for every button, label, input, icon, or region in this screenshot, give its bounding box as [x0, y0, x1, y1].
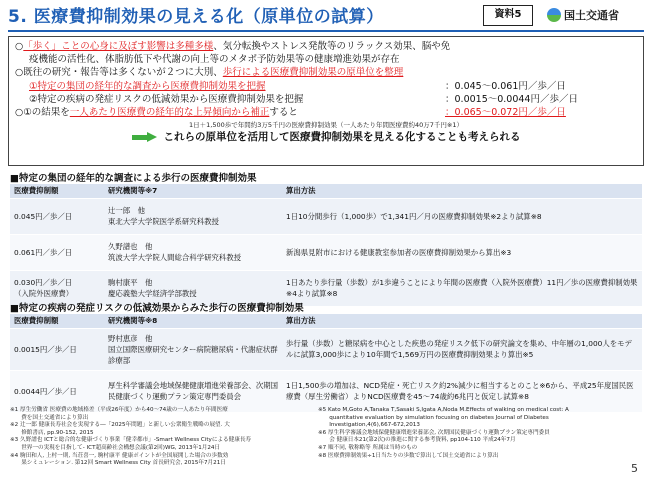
summary-line-1: [15, 40, 637, 53]
section-2-table: [10, 314, 642, 413]
method-1-value: ：0.045～0.061円／歩／日: [445, 80, 566, 92]
amount-cell: 0.045円／歩／日: [10, 198, 104, 234]
references-left: [10, 407, 310, 468]
method-cell: 1日1,500歩の増加は、NCD発症・死亡リスク約2%減少に相当するとのこと※6から、平成25年度国民医療費（厚生労働省）よりNCD医療費を45〜74歳約6兆円と仮定し試算※8: [282, 370, 642, 412]
amount-cell: 0.061円／歩／日: [10, 234, 104, 270]
reference-line: 世界一の実現を目指して- ICT超高齢社会構想会議(第2回)WG, 2013年1月24日: [10, 444, 221, 451]
section-1-heading: ■特定の集団の経年的な調査による歩行の医療費抑制効果: [10, 173, 257, 184]
col-method: 算出方法: [282, 184, 642, 198]
reference-line: ※3 久野譜也 ICTと総合的な健康づくり事業「健幸都市」-Smart Wellness Cityによる健康長寿: [10, 437, 252, 444]
reference-line: ※5 Kato M,Goto A,Tanaka T,Sasaki S,Igata A,Noda M.Effects of walking on medical cost: A: [318, 407, 569, 413]
col-org: 研究機関等※8: [104, 314, 282, 328]
method-2-label: ②特定の疾病の発症リスクの低減効果から医療費抑制効果を把握: [29, 93, 304, 105]
summary-box: [8, 36, 644, 166]
table-header-row: [10, 184, 642, 198]
amount-cell: 0.0015円／歩／日: [10, 328, 104, 370]
summary-highlight-3: 歩行による医療費抑制効果の原単位を整理: [222, 67, 404, 79]
reference-line: 費を国土交通省により算出: [10, 414, 89, 421]
conclusion-text: これらの原単位を活用して医療費抑制効果を見える化することも考えられる: [163, 131, 521, 144]
summary-line-3: [15, 66, 637, 79]
ministry-logo-icon: [547, 8, 561, 22]
summary-text-1: 、気分転換やストレス発散等のリラックス効果、脳や免: [213, 41, 451, 52]
col-amount: 医療費抑制額: [10, 314, 104, 328]
summary-text-6c: すると: [269, 107, 298, 119]
method-cell: 1日あたり歩行量（歩数）が1歩違うことにより年間の医療費（入院外医療費）11円／歩の医療費抑制効果※4より試算※8: [282, 270, 642, 306]
corrected-value: ：0.065～0.072円／歩／日: [445, 107, 566, 119]
table-header-row: [10, 314, 642, 328]
summary-highlight-1: 「歩く」ことの心身に及ぼす影響は多種多様: [23, 41, 214, 52]
document-badge: 資料5: [483, 5, 533, 26]
org-cell: 辻一郎 他 東北大学大学院医学系研究科教授: [104, 198, 282, 234]
reference-line: ※4 駒田和人, 上村一則, 当荘喜一, 駒村康平 健康ポイントが全国展開した場合の歩数効: [10, 452, 229, 459]
bullet: ○: [15, 41, 24, 52]
page-number: 5: [631, 462, 638, 475]
summary-text-6a: ○①の結果を: [15, 107, 70, 119]
section-1-table: [10, 184, 642, 307]
col-method: 算出方法: [282, 314, 642, 328]
references-right: [318, 407, 623, 460]
reference-line: quantitative evaluation by simulation focusing on diabetes Journal of Diabetes: [318, 414, 549, 421]
reference-line: ※8 医療費抑制効果÷1日当たりの歩数で算出して国土交通省により算出: [318, 452, 499, 459]
method-cell: 新潟県見附市における健康教室参加者の医療費抑制効果から算出※3: [282, 234, 642, 270]
method-2-value: ：0.0015～0.0044円／歩／日: [445, 93, 578, 105]
org-cell: 野村恵彦 他 国立国際医療研究センター病院糖尿病・代謝症状群診療部: [104, 328, 282, 370]
method-cell: 歩行量（歩数）と糖尿病を中心とした疾患の発症リスク低下の研究論文を集め、中年層の1,000人をモデルに試算3,000歩により10年間で1,569万円の医療費抑制効果より算出※5: [282, 328, 642, 370]
reference-line: ※2 辻一郎 健康長寿社会を実現する―「2025年問題」と新しい公衆衛生戦略の展望. 大: [10, 422, 230, 429]
reference-line: 修館書店, pp.90-152, 2015: [10, 429, 94, 436]
annual-effect-note: 1日＋1,500歩で年間約3万5千円の医療費抑制効果（一人あたり年間医療費約40万7千円※1）: [188, 121, 463, 130]
table-row: [10, 198, 642, 234]
title-rule: [8, 30, 644, 32]
table-row: [10, 328, 642, 370]
method-1-label: ①特定の集団の経年的な調査から医療費抑制効果を把握: [29, 80, 266, 92]
reference-line: ※6 厚生科学審議会地域保健健康増進栄養部会, 次期国民健康づくり運動プラン策定専門委員: [318, 429, 550, 436]
summary-line-6: [15, 106, 637, 119]
reference-line: ※7 順不同, 敬称略等 所属は当時のもの: [318, 444, 418, 451]
summary-line-4: [15, 80, 637, 93]
table-row: [10, 234, 642, 270]
table-row: [10, 370, 642, 412]
summary-text-3: ○既往の研究・報告等は多くないが２つに大別、: [15, 67, 223, 79]
amount-cell: 0.030円／歩／日 （入院外医療費）: [10, 270, 104, 306]
ministry-name: 国土交通省: [564, 9, 619, 22]
section-2-heading: ■特定の疾病の発症リスクの低減効果からみた歩行の医療費抑制効果: [10, 303, 304, 314]
correction-label: 一人あたり医療費の経年的な上昇傾向から補正: [69, 107, 270, 119]
reference-line: ※1 厚生労働省 医療費の地域格差（平成26年度）から40〜74歳の一人あたり年間医療: [10, 407, 228, 413]
summary-line-5: [15, 93, 637, 106]
page-title: 5. 医療費抑制効果の見える化（原単位の試算）: [8, 7, 384, 27]
method-cell: 1日10分間歩行（1,000歩）で1,341円／月の医療費抑制効果※2より試算※8: [282, 198, 642, 234]
right-arrow-icon: [132, 132, 158, 143]
conclusion: [15, 131, 637, 144]
reference-line: 果シミュレーション. 第12回 Smart Wellness City 首長研究会, 2015年7月21日: [10, 460, 226, 467]
amount-cell: 0.0044円／歩／日: [10, 370, 104, 412]
reference-line: Investigation,4(6),667-672,2013: [318, 422, 420, 429]
org-cell: 久野譜也 他 筑波大学大学院人間総合科学研究科教授: [104, 234, 282, 270]
col-amount: 医療費抑制額: [10, 184, 104, 198]
col-org: 研究機関等※7: [104, 184, 282, 198]
org-cell: 駒村康平 他 慶応義塾大学経済学部教授: [104, 270, 282, 306]
ministry-logo: [547, 5, 619, 25]
summary-line-2: 疫機能の活性化、体脂肪低下や代謝の向上等のメタボ予防効果等の健康増進効果が存在: [29, 54, 400, 66]
reference-line: 会 健康日本21(第2次)の推進に関する参考資料, pp104-110 平成24年7月: [318, 437, 516, 444]
org-cell: 厚生科学審議会地域保健健康増進栄養部会、次期国民健康づくり運動プラン策定専門委員会: [104, 370, 282, 412]
